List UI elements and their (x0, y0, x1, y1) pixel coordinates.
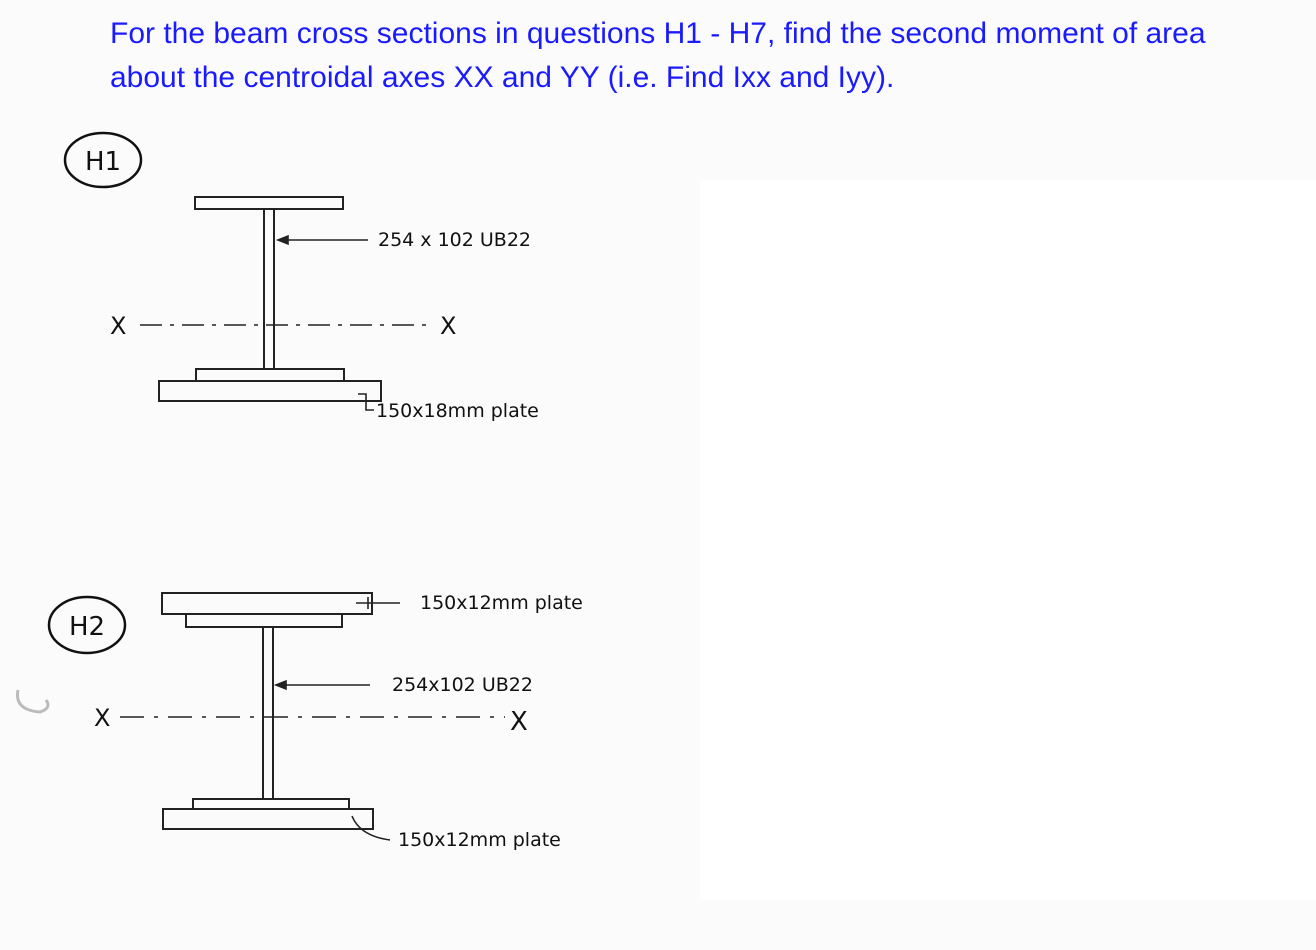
h2-web (263, 627, 273, 799)
instructions-line-1: For the beam cross sections in questions H1 - H7, find the second moment of area (110, 17, 1206, 50)
h2-beam-leader (276, 681, 370, 689)
h1-plate (159, 381, 381, 401)
h1-bottom-flange (196, 369, 344, 381)
h2-bottom-plate-label: 150x12mm plate (398, 829, 561, 851)
h1-top-flange (195, 197, 343, 209)
h1-label-circle (65, 133, 141, 187)
background-wash (700, 180, 1316, 900)
h2-ibeam (162, 593, 373, 829)
figure-h2 (49, 592, 583, 851)
h2-top-flange (186, 614, 342, 627)
h2-beam-label: 254x102 UB22 (392, 674, 533, 696)
h2-bottom-flange (193, 799, 349, 809)
h2-axis-left: X (94, 704, 111, 732)
scan-artifact (17, 690, 48, 712)
h1-beam-label: 254 x 102 UB22 (378, 229, 532, 251)
h2-axis-right: X (510, 707, 528, 737)
h2-top-plate-leader (356, 597, 400, 609)
h1-label: H1 (84, 147, 122, 177)
h1-beam-leader (278, 236, 368, 244)
h2-label-circle (49, 597, 125, 653)
instructions-line-2: about the centroidal axes XX and YY (i.e. Find Ixx and Iyy). (110, 61, 895, 94)
h1-web (264, 209, 274, 369)
figure-h1 (65, 133, 539, 422)
h1-axis-left: X (110, 312, 127, 340)
h2-top-plate-label: 150x12mm plate (420, 592, 583, 614)
h2-top-plate (162, 593, 372, 614)
h1-plate-label: 150x18mm plate (376, 400, 539, 422)
h1-ibeam (159, 197, 381, 401)
h1-axis-right: X (440, 312, 457, 340)
h2-label: H2 (68, 612, 106, 642)
h2-bottom-plate (163, 809, 373, 829)
